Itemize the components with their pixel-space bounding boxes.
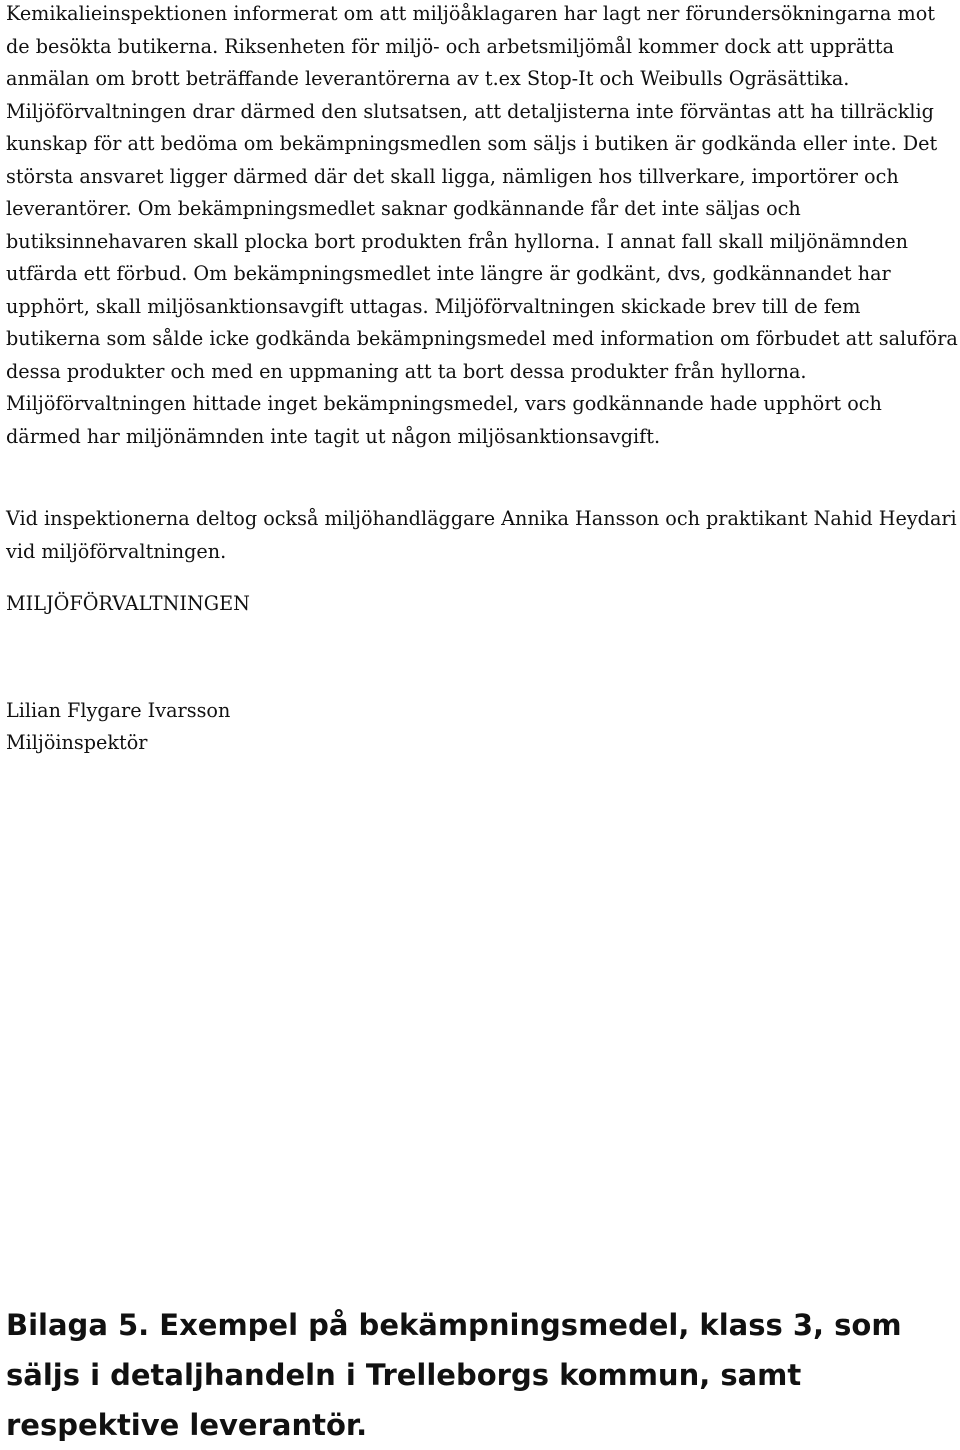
signatory-title: Miljöinspektör	[6, 731, 148, 754]
main-paragraph: Kemikalieinspektionen informerat om att miljöåklagaren har lagt ner förundersökningarna mot de besökta butikerna. Riksenheten för miljö- och arbetsmiljömål kommer dock att upprätta anmälan om brott beträffande leverantörerna av t.ex Stop-It och Weibulls Ogräsättika. Miljöförvaltningen drar därmed den slutsatsen, att detaljisterna inte förväntas att ha tillräcklig kunskap för att bedöma om bekämpningsmedlen som säljs i butiken är godkända eller inte. Det största ansvaret ligger därmed där det skall ligga, nämligen hos tillverkare, importörer och leverantörer. Om bekämpningsmedlet saknar godkännande får det inte säljas och butiksinnehavaren skall plocka bort produkten från hyllorna. I annat fall skall miljönämnden utfärda ett förbud. Om bekämpningsmedlet inte längre är godkänt, dvs, godkännandet har upphört, skall miljösanktionsavgift uttagas. Miljöförvaltningen skickade brev till de fem butikerna som sålde icke godkända bekämpningsmedel med information om förbudet att saluföra dessa produkter och med en uppmaning att ta bort dessa produkter från hyllorna. Miljöförvaltningen hittade inget bekämpningsmedel, vars godkännande hade upphört och därmed har miljönämnden inte tagit ut någon miljösanktionsavgift.	[6, 2, 958, 448]
organization-name: MILJÖFÖRVALTNINGEN	[6, 592, 250, 615]
signatory-name: Lilian Flygare Ivarsson	[6, 699, 231, 722]
participants-paragraph: Vid inspektionerna deltog också miljöhandläggare Annika Hansson och praktikant Nahid Heydari vid miljöförvaltningen.	[6, 507, 957, 563]
appendix-heading: Bilaga 5. Exempel på bekämpningsmedel, klass 3, som säljs i detaljhandeln i Trelleborgs kommun, samt respektive leverantör.	[6, 1308, 902, 1442]
